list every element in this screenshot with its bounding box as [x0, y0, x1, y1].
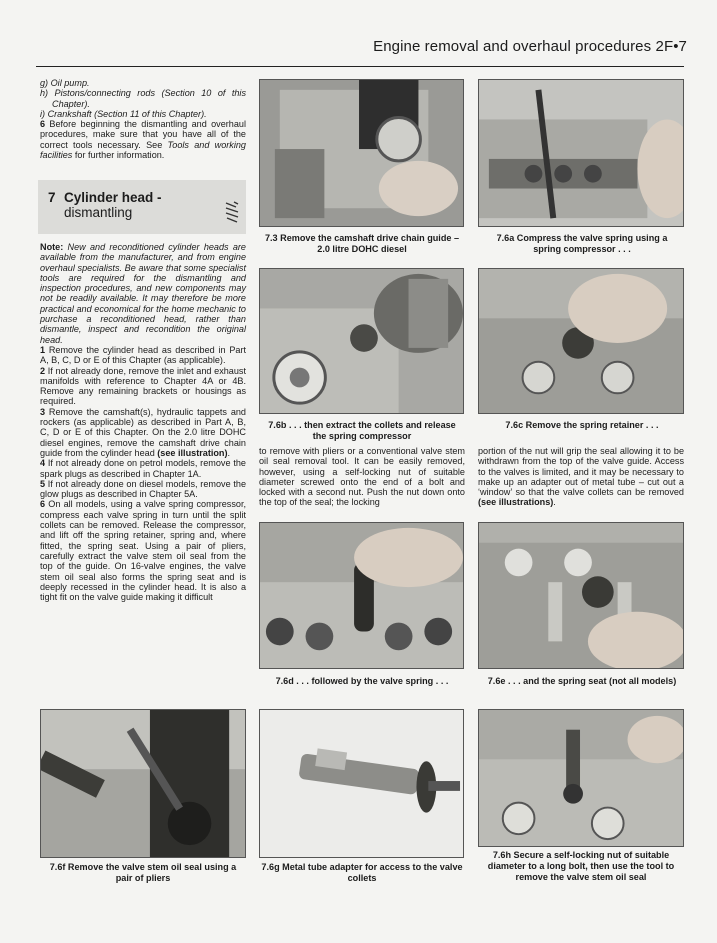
paragraph-text: Before beginning the dismantling and overhaul procedures, make sure that you have all of the correct tools necessary. See — [40, 119, 246, 150]
caption-7-6g: 7.6g Metal tube adapter for access to the valve collets — [261, 862, 463, 883]
paragraph-continued — [478, 446, 684, 508]
paragraph-text: . — [553, 497, 556, 508]
paragraph-text: Remove the cylinder head as described in Part A, B, C, D or E of this Chapter (as applicable). — [40, 344, 246, 366]
paragraph-text: If not already done, remove the inlet and exhaust manifolds with reference to Chapter 4A or 4B. Remove any remaining brackets or housings as required. — [40, 365, 246, 407]
paragraph-number: 5 — [40, 478, 46, 489]
section-subtitle: dismantling — [64, 205, 133, 220]
photo-7-3 — [259, 79, 464, 227]
photo-7-6e — [478, 522, 684, 669]
list-item-h: h) Pistons/connecting rods (Section 10 of this Chapter). — [40, 88, 246, 109]
header-divider — [36, 66, 684, 67]
photo-7-6c — [478, 268, 684, 414]
paragraph-number: 3 — [40, 406, 46, 417]
paragraph-3 — [40, 407, 246, 458]
illustration-reference: (see illustrations) — [478, 497, 554, 508]
spanner-icon — [224, 200, 240, 226]
paragraph-text: portion of the nut will grip the seal allowing it to be withdrawn from the top of the valve guide. Access to the valves is limited, and it may be necessary to make up an adapter out of metal tube – cut out a ‘window’ so that the valve collets can be removed — [478, 446, 684, 498]
paragraph-text: On all models, using a valve spring compressor, compress each valve spring in turn until the split collets can be removed. Release the compressor, and lift off the spring retainer, spring and, where fitted, the spring seat. Using a pair of pliers, carefully extract the valve stem oil seal from the top of the guide. On 16-valve engines, the valve stem oil seal also forms the spring seat and is deeply recessed in the cylinder head. It is also a tight fit on the valve guide making it difficult — [40, 499, 246, 603]
caption-7-6d: 7.6d . . . followed by the valve spring . . . — [275, 676, 449, 686]
section-heading — [38, 180, 246, 234]
photo-7-6a — [478, 79, 684, 227]
paragraph-1 — [40, 345, 246, 366]
paragraph-text: If not already done on petrol models, remove the spark plugs as described in Chapter 1A. — [40, 458, 246, 479]
paragraph-text: . — [227, 447, 231, 458]
caption-7-6c: 7.6c Remove the spring retainer . . . — [505, 420, 659, 430]
reference-link: Tools and working facilities — [40, 139, 246, 161]
photo-7-6b — [259, 268, 464, 414]
section-title: Cylinder head - — [64, 190, 162, 205]
page-header-title: Engine removal and overhaul procedures 2F•7 — [373, 38, 687, 55]
photo-7-6g — [259, 709, 464, 858]
page-header — [0, 34, 717, 64]
paragraph-6-intro — [40, 119, 246, 160]
note-paragraph — [40, 242, 246, 345]
caption-7-6b: 7.6b . . . then extract the collets and release the spring compressor — [268, 420, 456, 441]
col1-top-text — [40, 78, 246, 160]
caption-7-6f: 7.6f Remove the valve stem oil seal using a pair of pliers — [49, 862, 237, 883]
caption-7-6e: 7.6e . . . and the spring seat (not all models) — [487, 676, 677, 686]
illustration-reference: (see illustration) — [157, 447, 228, 458]
paragraph-text: Remove the camshaft(s), hydraulic tappets and rockers (as applicable) as described in Part A, B, C, D or E of this Chapter. On the 2.0 litre DOHC diesel engines, remove the camshaft drive chain guide from the cylinder head — [40, 406, 246, 458]
caption-7-3: 7.3 Remove the camshaft drive chain guide – 2.0 litre DOHC diesel — [264, 233, 460, 254]
paragraph-2 — [40, 366, 246, 407]
photo-7-6d — [259, 522, 464, 669]
section-number: 7 — [48, 190, 56, 205]
paragraph-4 — [40, 458, 246, 479]
paragraph-6 — [40, 499, 246, 602]
col1-body-text — [40, 242, 246, 602]
paragraph-number: 2 — [40, 365, 46, 376]
paragraph-number: 6 — [40, 119, 46, 130]
note-text: New and reconditioned cylinder heads are available from the manufacturer, and from engine overhaul specialists. Be aware that some specialist tools are required for the dismantling and inspection procedures, and new components may not be readily available. It may therefore be more practical and economical for the home mechanic to purchase a reconditioned head, rather than dismantle, inspect and recondition the original head. — [40, 242, 246, 345]
list-item-g: g) Oil pump. — [40, 78, 90, 88]
paragraph-text: If not already done on diesel models, remove the glow plugs as described in Chapter 5A. — [40, 478, 246, 500]
caption-7-6h: 7.6h Secure a self-locking nut of suitable diameter to a long bolt, then use the tool to remove the valve stem oil seal — [487, 850, 675, 882]
paragraph-text: to remove with pliers or a conventional valve stem oil seal removal tool. It can be easily removed, however, using a self-locking nut of suitable diameter screwed onto the end of a bolt and locked with a second nut. Push the nut down onto the top of the seal; the locking — [259, 446, 465, 508]
col2-text — [259, 446, 465, 508]
caption-7-6a: 7.6a Compress the valve spring using a spring compressor . . . — [496, 233, 668, 254]
photo-7-6h — [478, 709, 684, 847]
col3-text — [478, 446, 684, 508]
list-item-i: i) Crankshaft (Section 11 of this Chapter). — [40, 108, 207, 119]
note-label: Note: — [40, 242, 64, 252]
paragraph-number: 6 — [40, 499, 46, 510]
paragraph-5 — [40, 479, 246, 500]
paragraph-text: for further information. — [72, 150, 165, 161]
photo-7-6f — [40, 709, 246, 858]
paragraph-number: 1 — [40, 344, 46, 355]
paragraph-number: 4 — [40, 458, 46, 469]
